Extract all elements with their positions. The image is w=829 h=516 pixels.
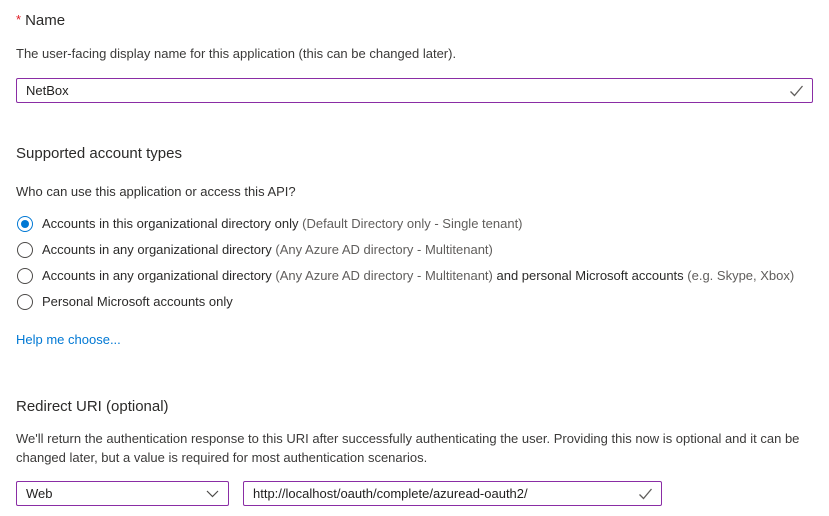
account-type-options — [16, 211, 813, 315]
radio-button-icon[interactable] — [17, 294, 33, 310]
radio-button-icon[interactable] — [17, 268, 33, 284]
help-me-choose-link[interactable]: Help me choose... — [16, 332, 121, 347]
required-asterisk: * — [16, 12, 22, 27]
redirect-uri-input[interactable] — [244, 482, 661, 505]
account-type-option[interactable] — [16, 289, 813, 315]
name-section-title — [16, 11, 813, 30]
platform-select-value: Web — [26, 486, 53, 501]
account-types-title: Supported account types — [16, 145, 182, 162]
radio-label: Personal Microsoft accounts only — [42, 294, 233, 309]
redirect-uri-title: Redirect URI (optional) — [16, 398, 169, 415]
account-type-option[interactable] — [16, 263, 813, 289]
account-types-question: Who can use this application or access this API? — [16, 184, 296, 199]
account-type-option[interactable] — [16, 211, 813, 237]
redirect-uri-input-wrap — [243, 481, 662, 506]
radio-button-icon[interactable] — [17, 242, 33, 258]
platform-select[interactable] — [16, 481, 229, 506]
radio-label: Accounts in this organizational directory only (Default Directory only - Single tenant) — [42, 216, 523, 231]
account-type-option[interactable] — [16, 237, 813, 263]
name-input-wrap — [16, 78, 813, 103]
radio-label: Accounts in any organizational directory (Any Azure AD directory - Multitenant) — [42, 242, 493, 257]
radio-label: Accounts in any organizational directory (Any Azure AD directory - Multitenant) and personal Microsoft accounts (e.g. Skype, Xbox) — [42, 268, 795, 283]
chevron-down-icon — [206, 490, 219, 498]
radio-button-icon[interactable] — [17, 216, 33, 232]
redirect-uri-description: We'll return the authentication response to this URI after successfully authenticating the user. Providing this now is optional and it can be changed later, but a value is required for most authentication scenarios. — [16, 431, 800, 465]
name-section-title-text: Name — [25, 12, 66, 29]
redirect-uri-controls — [16, 481, 813, 506]
name-description: The user-facing display name for this application (this can be changed later). — [16, 46, 457, 61]
name-input[interactable] — [17, 79, 812, 102]
